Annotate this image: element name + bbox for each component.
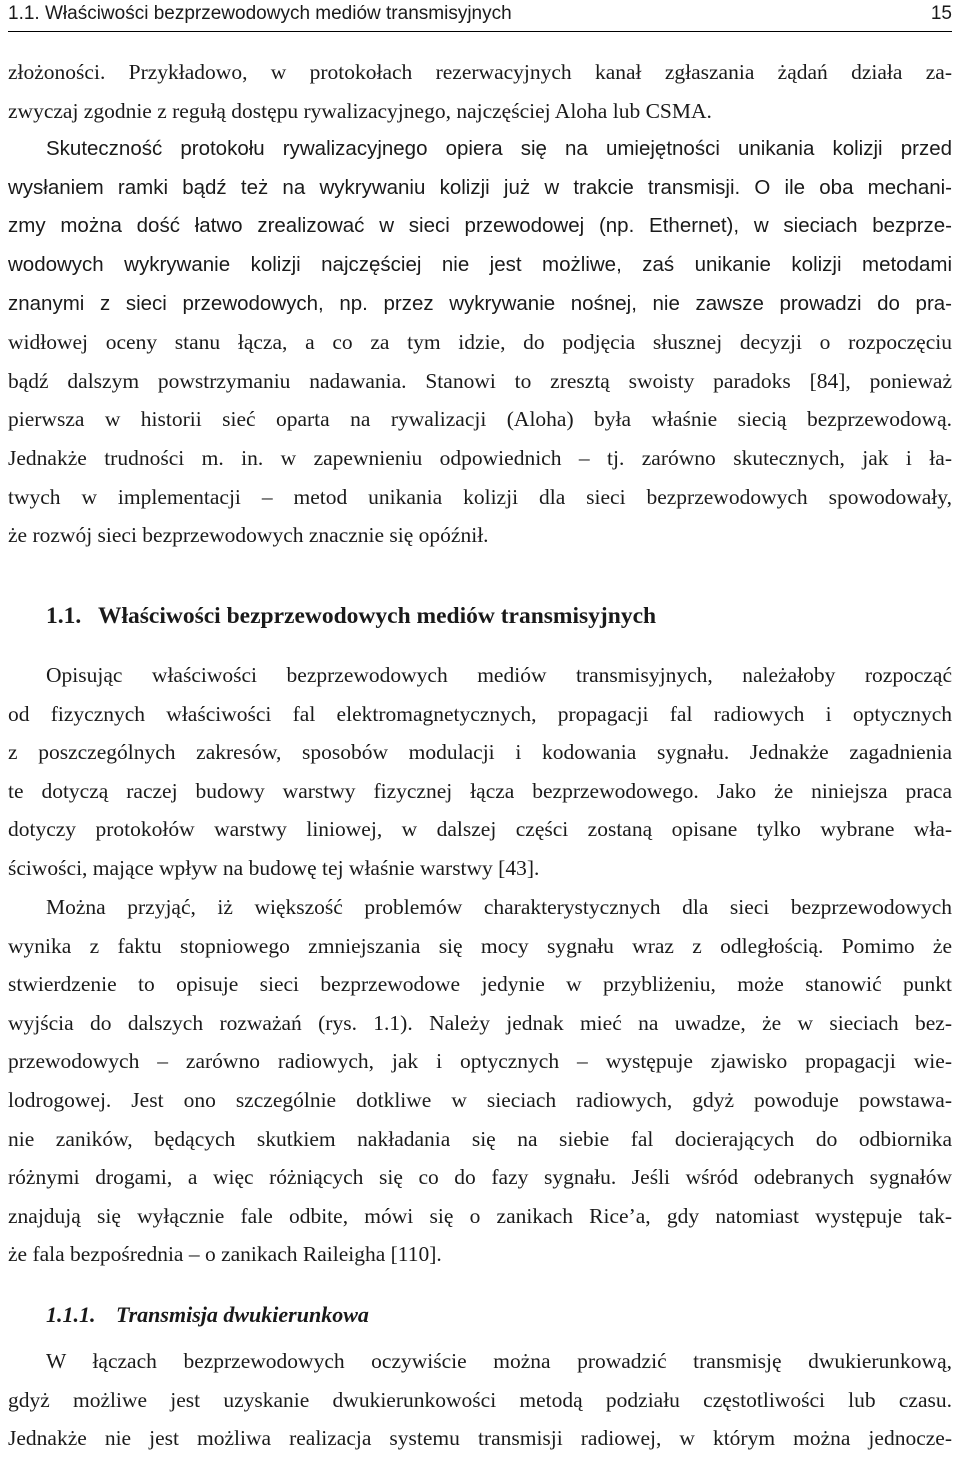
paragraph-line: Jednakże nie jest możliwa realizacja systemu transmisji radiowej, w którym można jednocze-: [8, 1426, 952, 1451]
paragraph-line: że fala bezpośrednia – o zanikach Raileigha [110].: [8, 1242, 442, 1267]
running-title: 1.1. Właściwości bezprzewodowych mediów transmisyjnych: [8, 3, 512, 24]
paragraph-line: gdyż możliwe jest uzyskanie dwukierunkowości metodą podziału częstotliwości lub czasu.: [8, 1387, 952, 1412]
paragraph-line: zmy można dość łatwo zrealizować w sieci przewodowej (np. Ethernet), w sieciach bezprze-: [8, 214, 952, 238]
paragraph-line: stwierdzenie to opisuje sieci bezprzewodowe jedynie w przybliżeniu, może stanowić punkt: [8, 972, 952, 997]
paragraph-line: ściwości, mające wpływ na budowę tej właśnie warstwy [43].: [8, 855, 540, 880]
paragraph-line: wynika z faktu stopniowego zmniejszania się mocy sygnału wraz z odległością. Pomimo że: [8, 933, 952, 958]
paragraph-line: W łączach bezprzewodowych oczywiście można prowadzić transmisję dwukierunkową,: [46, 1349, 952, 1373]
paragraph-line: z poszczególnych zakresów, sposobów modulacji i kodowania sygnału. Jednakże zagadnienia: [8, 740, 952, 765]
paragraph-line: Skuteczność protokołu rywalizacyjnego opiera się na umiejętności unikania kolizji przed: [46, 137, 952, 161]
paragraph-line: pierwsza w historii sieć oparta na rywalizacji (Aloha) była właśnie siecią bezprzewodową.: [8, 407, 952, 432]
paragraph-4: [8, 1342, 952, 1458]
paragraph-line: lodrogowej. Jest ono szczególnie dotkliwe w sieciach radiowych, gdyż powoduje powstawa-: [8, 1087, 952, 1112]
paragraph-line: twych w implementacji – metod unikania kolizji dla sieci bezprzewodowych spowodowały,: [8, 484, 952, 509]
subsection-heading: [46, 1297, 369, 1333]
paragraph-line: bądź dalszym powstrzymaniu nadawania. Stanowi to zresztą swoisty paradoks [84], ponieważ: [8, 368, 952, 393]
section-heading: [46, 598, 656, 634]
paragraph-line: zwyczaj zgodnie z regułą dostępu rywalizacyjnego, najczęściej Aloha lub CSMA.: [8, 98, 712, 123]
paragraph-line: widłowej oceny stanu łącza, a co za tym idzie, do podjęcia słusznej decyzji o rozpoczęciu: [8, 330, 952, 355]
paragraph-line: że rozwój sieci bezprzewodowych znacznie się opóźnił.: [8, 523, 489, 548]
subsection-number: 1.1.1.: [46, 1302, 96, 1327]
paragraph-line: złożoności. Przykładowo, w protokołach rezerwacyjnych kanał zgłaszania żądań działa za-: [8, 60, 952, 84]
paragraph-line: wyjścia do dalszych rozważań (rys. 1.1). Należy jednak mieć na uwadze, że w sieciach bez-: [8, 1010, 952, 1035]
paragraph-2: [8, 656, 952, 888]
page-number: 15: [930, 3, 952, 24]
paragraph-line: znanymi z sieci przewodowych, np. przez wykrywanie nośnej, nie zawsze prowadzi do pra-: [8, 291, 952, 315]
paragraph-line: wysłaniem ramki bądź też na wykrywaniu kolizji już w trakcie transmisji. O ile oba mechani-: [8, 175, 952, 199]
section-title: Właściwości bezprzewodowych mediów transmisyjnych: [98, 603, 657, 629]
paragraph-1: [8, 53, 952, 555]
subsection-title: Transmisja dwukierunkowa: [116, 1302, 369, 1327]
paragraph-line: Można przyjąć, iż większość problemów charakterystycznych dla sieci bezprzewodowych: [46, 895, 952, 919]
section-number: 1.1.: [46, 603, 82, 629]
paragraph-line: Opisując właściwości bezprzewodowych mediów transmisyjnych, należałoby rozpocząć: [46, 663, 952, 687]
paragraph-line: wodowych wykrywanie kolizji najczęściej nie jest możliwe, zaś unikanie kolizji metodami: [8, 252, 952, 276]
paragraph-line: nie zaników, będących skutkiem nakładania się na siebie fal docierających do odbiornika: [8, 1126, 952, 1151]
paragraph-line: różnymi drogami, a więc różniących się co do fazy sygnału. Jeśli wśród odebranych sygnałów: [8, 1165, 952, 1190]
paragraph-line: od fizycznych właściwości fal elektromagnetycznych, propagacji fal radiowych i optycznych: [8, 701, 952, 726]
paragraph-3: [8, 888, 952, 1274]
paragraph-line: te dotyczą raczej budowy warstwy fizycznej łącza bezprzewodowego. Jako że niniejsza praca: [8, 778, 952, 803]
paragraph-line: przewodowych – zarówno radiowych, jak i optycznych – występuje zjawisko propagacji wie-: [8, 1049, 952, 1074]
paragraph-line: Jednakże trudności m. in. w zapewnieniu odpowiednich – tj. zarówno skutecznych, jak i ła-: [8, 445, 952, 470]
paragraph-line: dotyczy protokołów warstwy liniowej, w dalszej części zostaną opisane tylko wybrane wła-: [8, 817, 952, 842]
page-header: [8, 0, 952, 32]
paragraph-line: znajdują się wyłącznie fale odbite, mówi się o zanikach Rice’a, gdy natomiast występuje tak-: [8, 1203, 952, 1228]
